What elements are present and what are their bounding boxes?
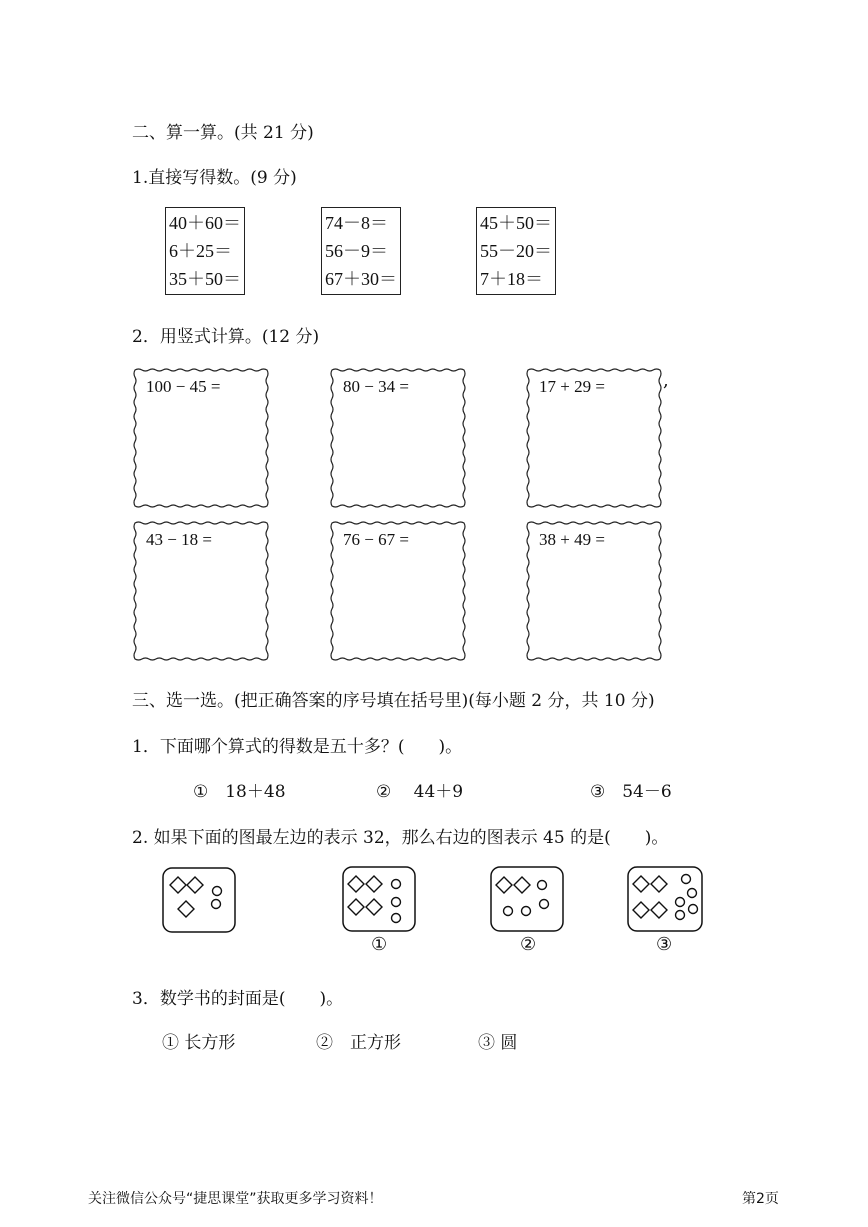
question-1-title: 1.直接写得数。(9 分) bbox=[132, 168, 297, 188]
choice-question-1: 1．下面哪个算式的得数是五十多？( )。 bbox=[132, 737, 463, 757]
choice-option: ② 正方形 bbox=[316, 1033, 401, 1053]
option-picture-3[interactable] bbox=[627, 866, 703, 932]
oral-calc-box-1 bbox=[165, 207, 245, 295]
choice-question-3: 3．数学书的封面是( )。 bbox=[132, 989, 344, 1009]
option-picture-1[interactable] bbox=[342, 866, 416, 932]
oral-calc-item: 45＋50＝ bbox=[480, 213, 552, 233]
oral-calc-box-2 bbox=[321, 207, 401, 295]
vertical-calc-box bbox=[132, 367, 270, 509]
oral-calc-item: 67＋30＝ bbox=[325, 269, 397, 289]
option-label: ③ bbox=[656, 934, 673, 955]
question-2-title: 2．用竖式计算。(12 分) bbox=[132, 327, 320, 347]
choice-option: ② 44＋9 bbox=[376, 782, 464, 802]
option-label: ② bbox=[520, 934, 537, 955]
section-2-title: 二、算一算。(共 21 分) bbox=[132, 123, 314, 143]
vertical-calc-expression: 17 + 29 = bbox=[539, 377, 605, 396]
vertical-calc-box bbox=[525, 520, 663, 662]
vertical-calc-expression: 76 − 67 = bbox=[343, 530, 409, 549]
vertical-calc-expression: 38 + 49 = bbox=[539, 530, 605, 549]
reference-picture bbox=[162, 867, 236, 933]
section-3-title: 三、选一选。(把正确答案的序号填在括号里)(每小题 2 分，共 10 分) bbox=[132, 691, 655, 711]
option-label: ① bbox=[371, 934, 388, 955]
choice-question-2: 2. 如果下面的图最左边的表示 32，那么右边的图表示 45 的是( )。 bbox=[132, 828, 669, 848]
oral-calc-item: 35＋50＝ bbox=[169, 269, 241, 289]
oral-calc-item: 6＋25＝ bbox=[169, 241, 232, 261]
oral-calc-box-3 bbox=[476, 207, 556, 295]
stray-comma: , bbox=[663, 370, 669, 391]
choice-option: ③ 圆 bbox=[478, 1033, 518, 1053]
oral-calc-item: 7＋18＝ bbox=[480, 269, 543, 289]
vertical-calc-expression: 100 − 45 = bbox=[146, 377, 221, 396]
page-number: 第2页 bbox=[742, 1191, 779, 1207]
option-picture-2[interactable] bbox=[490, 866, 564, 932]
oral-calc-item: 56－9＝ bbox=[325, 241, 388, 261]
vertical-calc-box bbox=[329, 367, 467, 509]
vertical-calc-box bbox=[525, 367, 663, 509]
oral-calc-item: 74－8＝ bbox=[325, 213, 388, 233]
choice-option: ③ 54－6 bbox=[590, 782, 672, 802]
choice-option: ① 长方形 bbox=[162, 1033, 236, 1053]
footer-promo: 关注微信公众号“捷思课堂”获取更多学习资料！ bbox=[88, 1191, 383, 1207]
oral-calc-item: 55－20＝ bbox=[480, 241, 552, 261]
vertical-calc-box bbox=[329, 520, 467, 662]
vertical-calc-expression: 80 − 34 = bbox=[343, 377, 409, 396]
vertical-calc-expression: 43 − 18 = bbox=[146, 530, 212, 549]
choice-option: ① 18＋48 bbox=[193, 782, 286, 802]
oral-calc-item: 40＋60＝ bbox=[169, 213, 241, 233]
vertical-calc-box bbox=[132, 520, 270, 662]
